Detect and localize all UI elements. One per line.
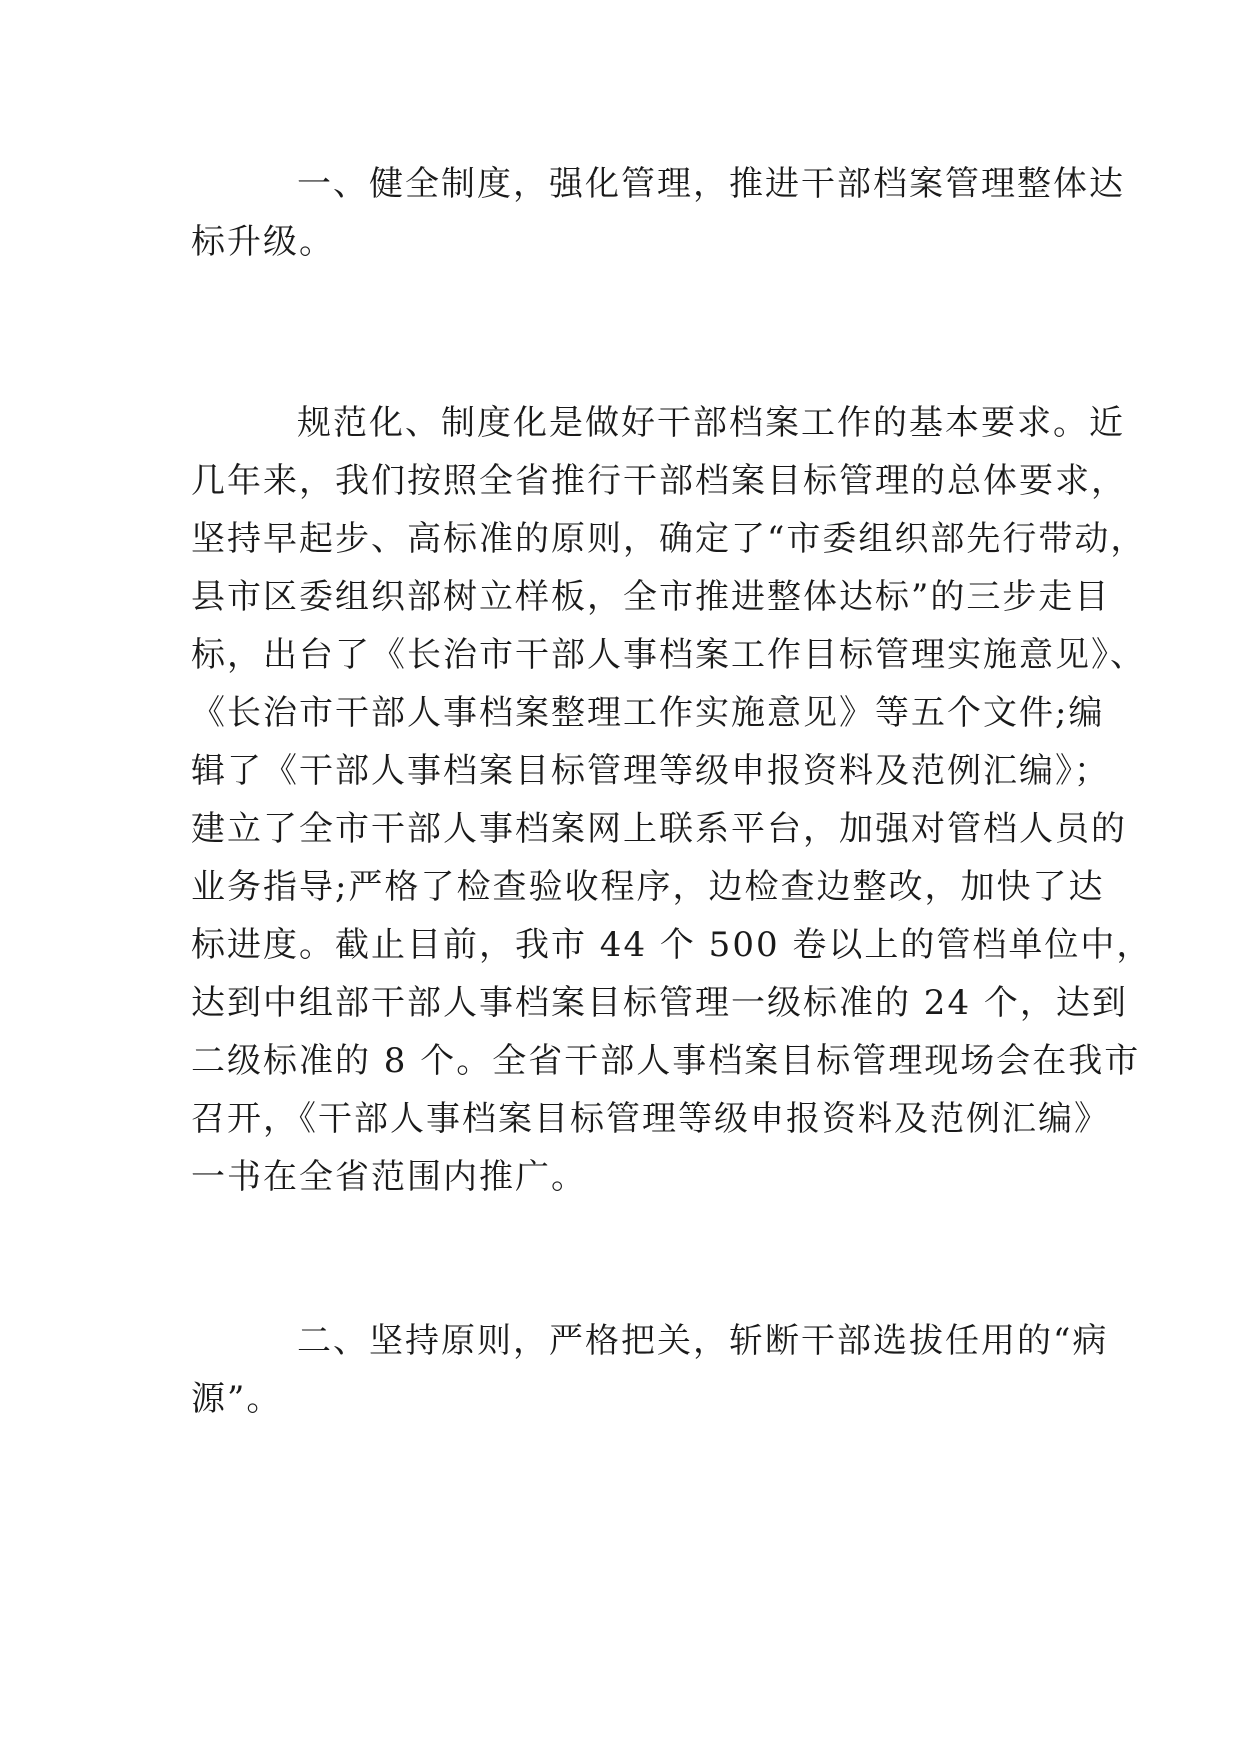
paragraph-1-line-2: 几年来，我们按照全省推行干部档案目标管理的总体要求， (191, 461, 1127, 501)
paragraph-1-line-8: 建立了全市干部人事档案网上联系平台，加强对管档人员的 (191, 809, 1127, 849)
paragraph-1-line-6: 《长治市干部人事档案整理工作实施意见》等五个文件;编 (191, 693, 1105, 733)
paragraph-1-line-9: 业务指导;严格了检查验收程序，边检查边整改，加快了达 (191, 867, 1105, 907)
heading-2-line-2: 源”。 (191, 1379, 283, 1419)
paragraph-1-line-12: 二级标准的 8 个。全省干部人事档案目标管理现场会在我市 (191, 1041, 1141, 1081)
paragraph-1-line-5: 标，出台了《长治市干部人事档案工作目标管理实施意见》、 (191, 635, 1146, 675)
paragraph-1-line-1: 规范化、制度化是做好干部档案工作的基本要求。近 (297, 403, 1125, 443)
heading-1-line-2: 标升级。 (191, 222, 335, 262)
paragraph-1-line-4: 县市区委组织部树立样板，全市推进整体达标”的三步走目 (191, 577, 1111, 617)
paragraph-1-line-7: 辑了《干部人事档案目标管理等级申报资料及范例汇编》； (191, 751, 1110, 791)
paragraph-1-line-13: 召开，《干部人事档案目标管理等级申报资料及范例汇编》 (191, 1099, 1110, 1139)
section-heading-2 (191, 1312, 1109, 1428)
section-heading-1 (191, 155, 1125, 271)
heading-1-line-1: 一、健全制度，强化管理，推进干部档案管理整体达 (297, 164, 1125, 204)
heading-2-line-1: 二、坚持原则，严格把关，斩断干部选拔任用的“病 (297, 1321, 1109, 1361)
body-paragraph-1 (191, 394, 1153, 1206)
paragraph-1-line-14: 一书在全省范围内推广。 (191, 1157, 587, 1197)
paragraph-1-line-11: 达到中组部干部人事档案目标管理一级标准的 24 个，达到 (191, 983, 1128, 1023)
paragraph-1-line-3: 坚持早起步、高标准的原则，确定了“市委组织部先行带动， (191, 519, 1147, 559)
paragraph-1-line-10: 标进度。截止目前，我市 44 个 500 卷以上的管档单位中， (191, 925, 1153, 965)
